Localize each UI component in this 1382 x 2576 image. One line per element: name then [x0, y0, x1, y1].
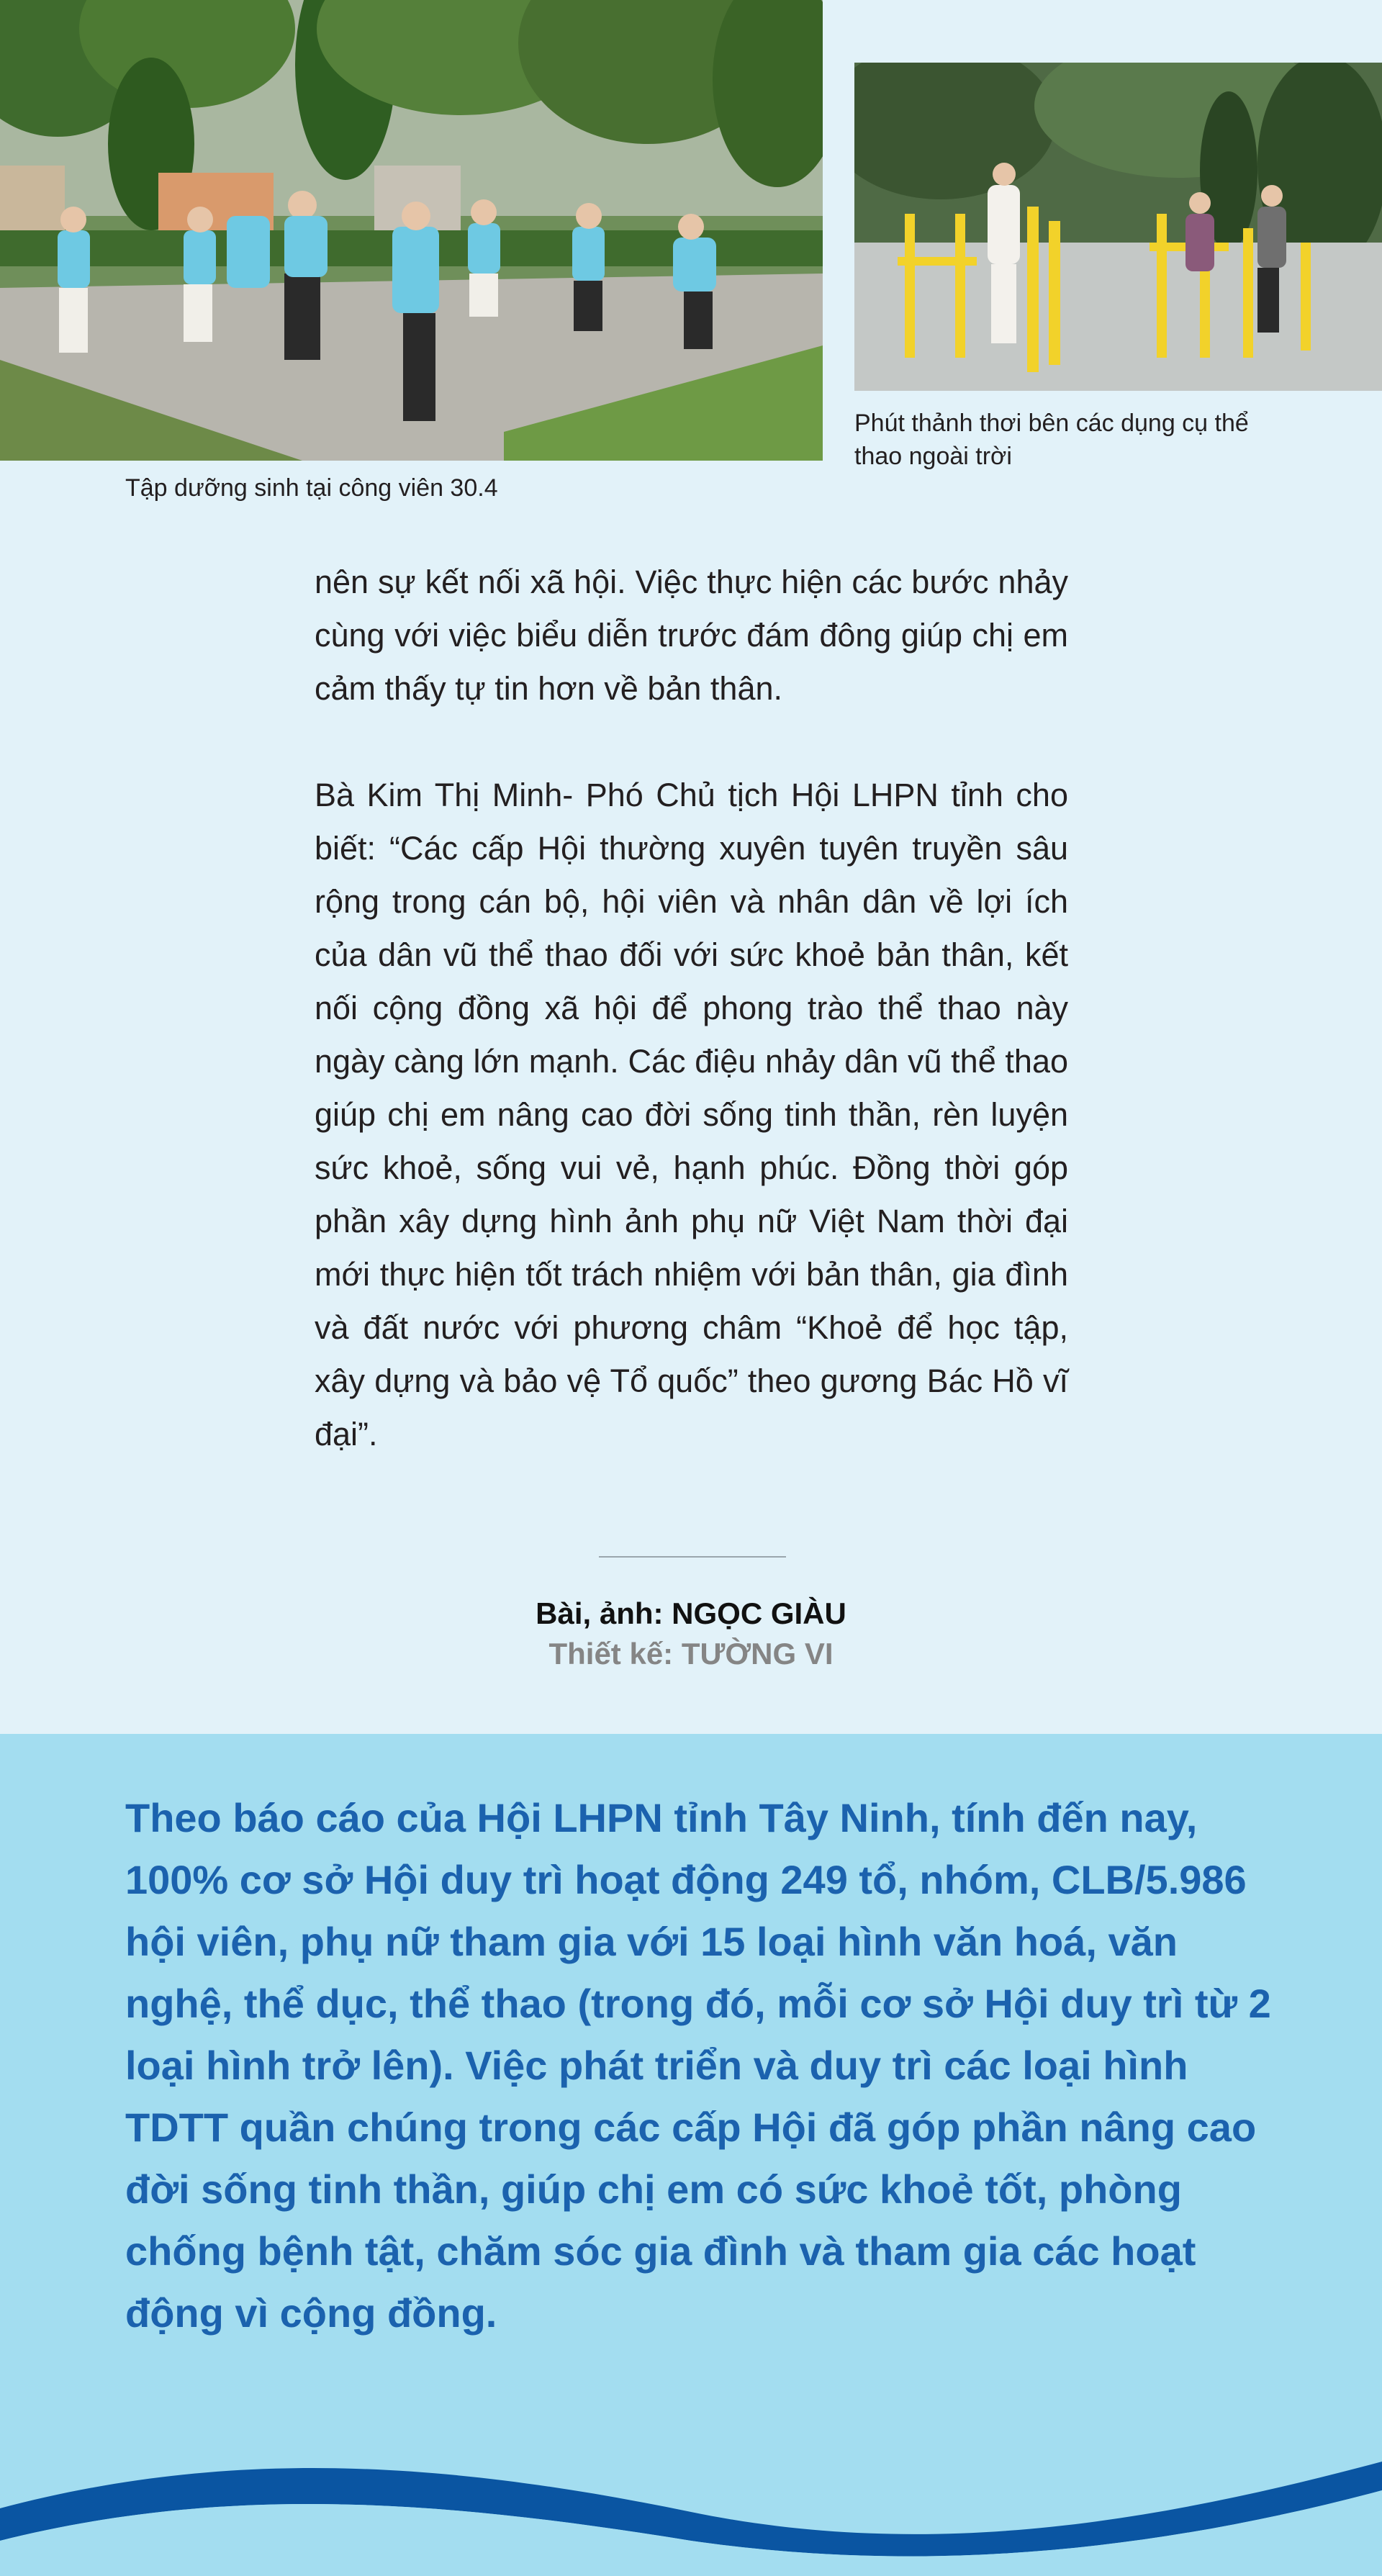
- photo-caption-equipment: Phút thảnh thơi bên các dụng cụ thể thao ngoài trời: [854, 410, 1249, 470]
- photo-outdoor-equipment-illustration: [854, 63, 1382, 391]
- photo-park-exercise-illustration: [0, 0, 823, 461]
- info-highlight-text: Theo báo cáo của Hội LHPN tỉnh Tây Ninh, tính đến nay, 100% cơ sở Hội duy trì hoạt động 249 tổ, nhóm, CLB/5.986 hội viên, phụ nữ tham gia với 15 loại hình văn hoá, văn nghệ, thể dục, thể thao (trong đó, mỗi cơ sở Hội duy trì từ 2 loại hình trở lên). Việc phát triển và duy trì các loại hình TDTT quần chúng trong các cấp Hội đã góp phần nâng cao đời sống tinh thần, giúp chị em có sức khoẻ tốt, phòng chống bệnh tật, chăm sóc gia đình và tham gia các hoạt động vì cộng đồng.: [125, 1795, 1271, 2336]
- photo-caption-park: Tập dưỡng sinh tại công viên 30.4: [125, 474, 498, 502]
- photo-outdoor-equipment: [854, 63, 1382, 391]
- design-credit: Thiết kế: TƯỜNG VI: [548, 1637, 834, 1671]
- article-paragraph-1: nên sự kết nối xã hội. Việc thực hiện các bước nhảy cùng với việc biểu diễn trước đám đông giúp chị em cảm thấy tự tin hơn về bản thân.: [315, 564, 1068, 707]
- section-divider: [599, 1556, 786, 1558]
- decorative-wave: [0, 2433, 1382, 2576]
- article-paragraph-2: Bà Kim Thị Minh- Phó Chủ tịch Hội LHPN tỉnh cho biết: “Các cấp Hội thường xuyên tuyên truyền sâu rộng trong cán bộ, hội viên và nhân dân về lợi ích của dân vũ thể thao đối với sức khoẻ bản thân, kết nối cộng đồng xã hội để phong trào thể thao này ngày càng lớn mạnh. Các điệu nhảy dân vũ thể thao giúp chị em nâng cao đời sống tinh thần, rèn luyện sức khoẻ, sống vui vẻ, hạnh phúc. Đồng thời góp phần xây dựng hình ảnh phụ nữ Việt Nam thời đại mới thực hiện tốt trách nhiệm với bản thân, gia đình và đất nước với phương châm “Khoẻ để học tập, xây dựng và bảo vệ Tổ quốc” theo gương Bác Hồ vĩ đại”.: [315, 777, 1068, 1452]
- author-credit: Bài, ảnh: NGỌC GIÀU: [536, 1596, 846, 1630]
- photo-park-exercise: [0, 0, 823, 461]
